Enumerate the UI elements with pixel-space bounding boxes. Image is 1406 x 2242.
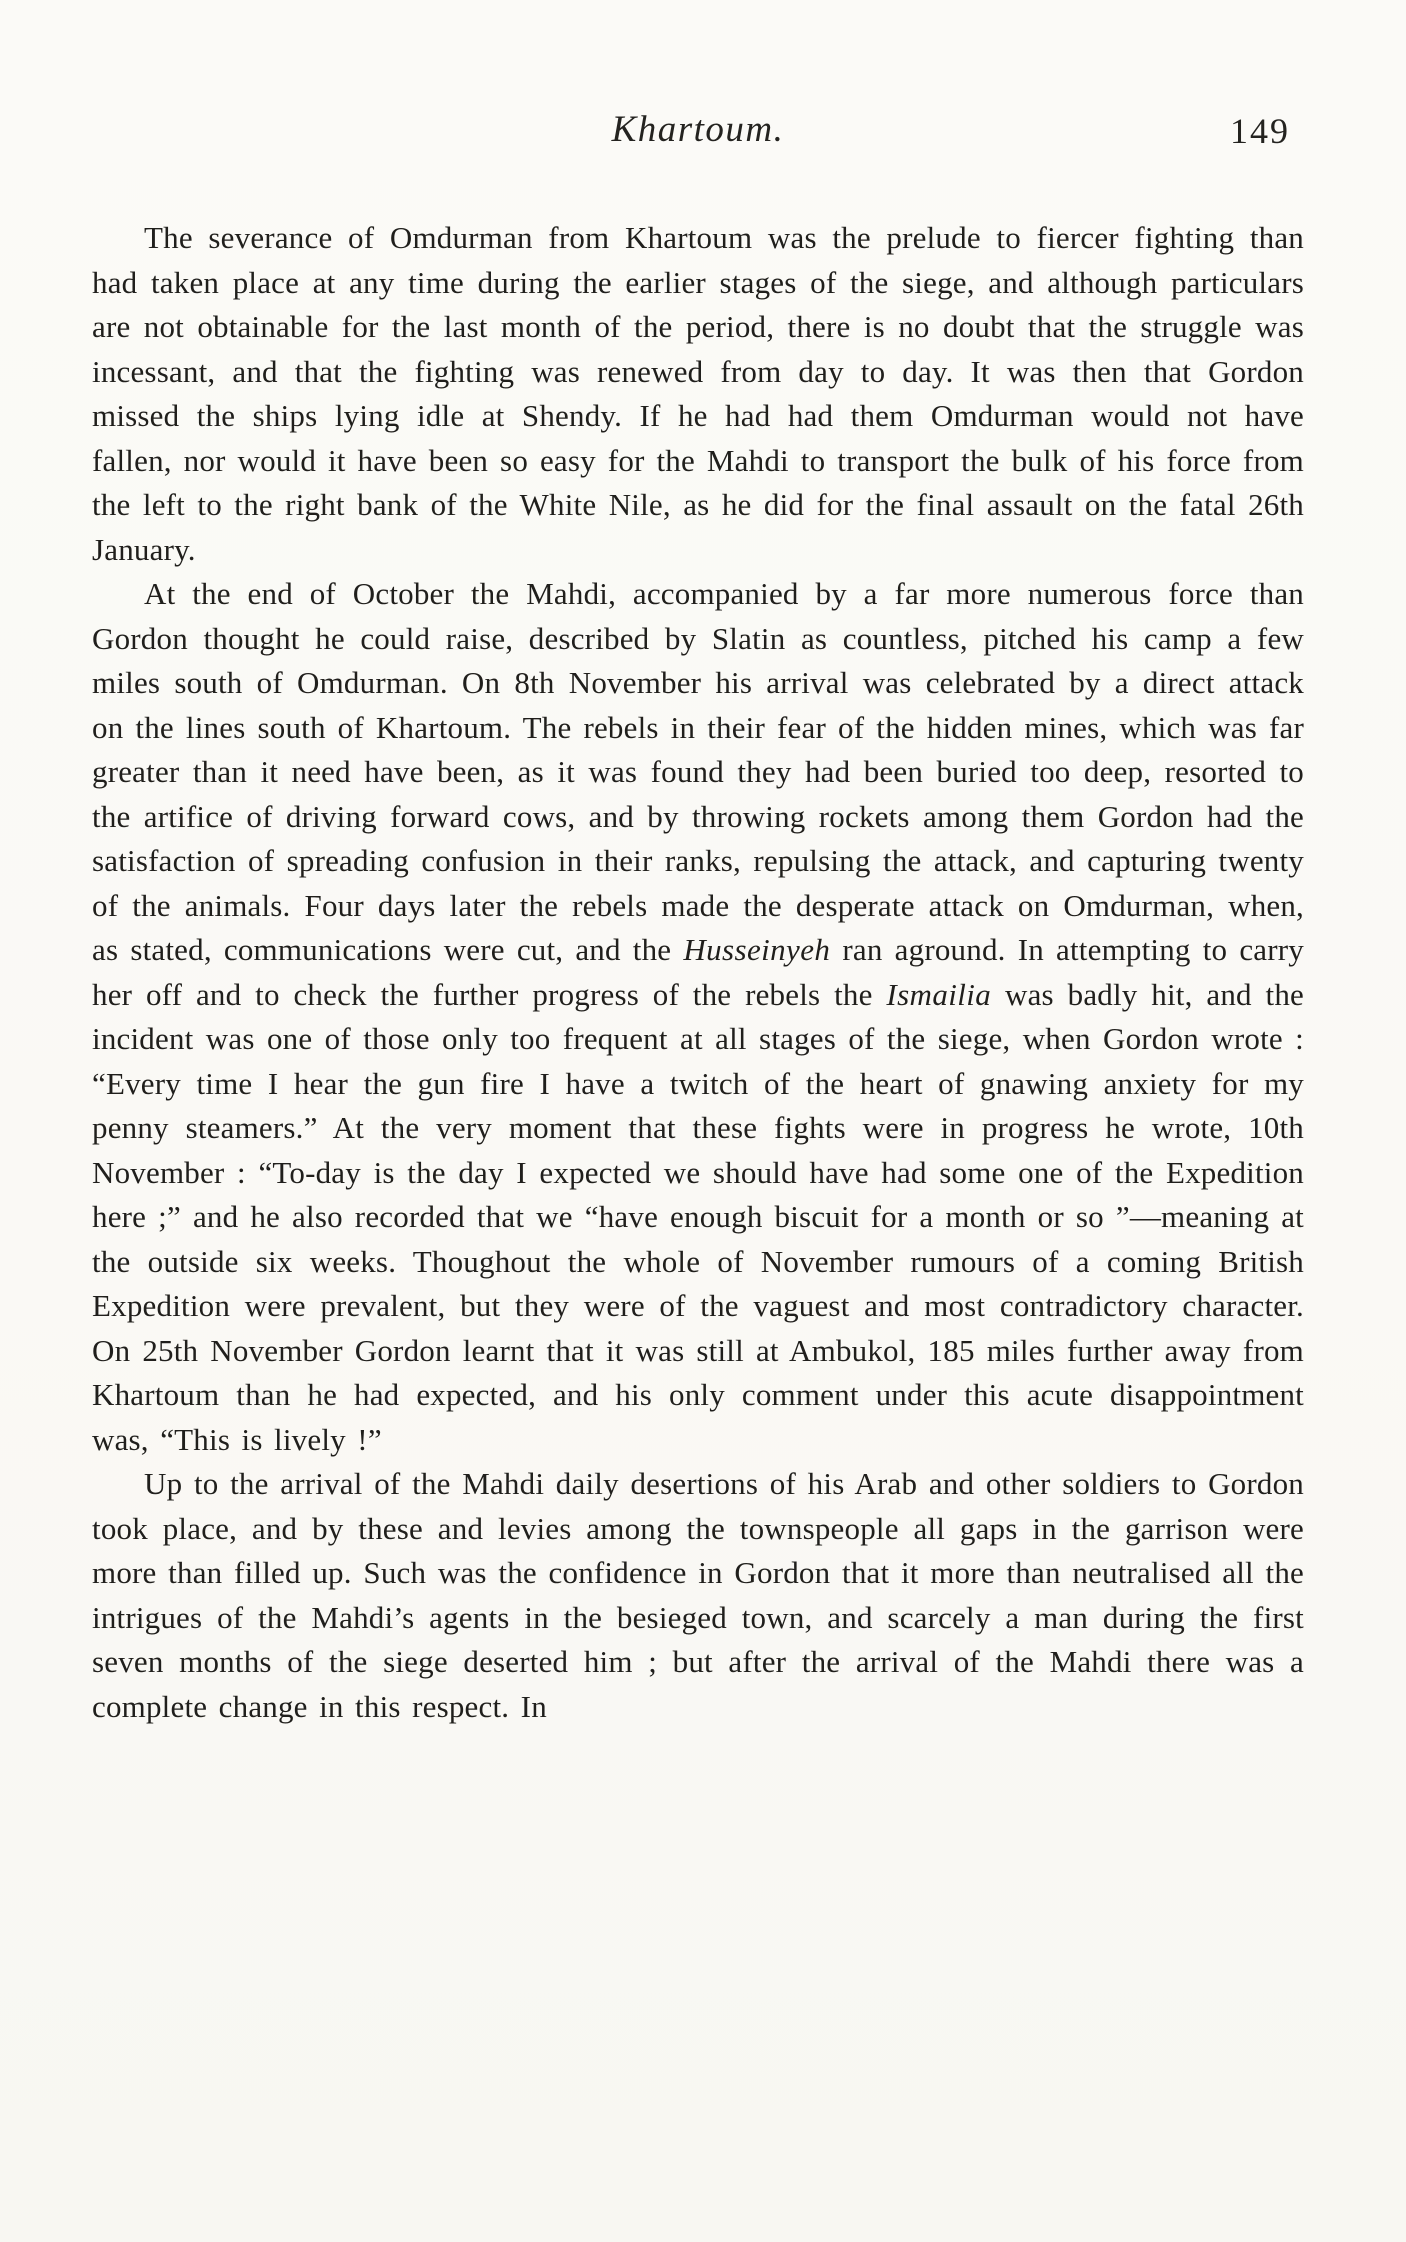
italic-text-run: Ismailia	[886, 976, 992, 1012]
page-content	[92, 108, 1304, 1729]
body-text	[92, 216, 1304, 1729]
running-title: Khartoum.	[611, 109, 785, 150]
text-run: Up to the arrival of the Mahdi daily desertions of his Arab and other soldiers to Gordon took place, and by these and levies among the townspeople all gaps in the garrison were more than filled up. Such was the confidence in Gordon that it more than neutralised all the intrigues of the Mahdi’s agents in the besieged town, and scarcely a man during the first seven months of the siege deserted him ; but after the arrival of the Mahdi there was a complete change in this respect. In	[92, 1466, 1304, 1724]
page-header	[92, 108, 1304, 164]
italic-text-run: Husseinyeh	[683, 932, 831, 967]
page-number: 149	[1230, 111, 1290, 151]
paragraph	[92, 572, 1304, 1462]
text-run: At the end of October the Mahdi, accompanied by a far more numerous force than Gordon thought he could raise, described by Slatin as countless, pitched his camp a few miles south of Omdurman. On 8th November his arrival was celebrated by a direct attack on the lines south of Khartoum. The rebels in their fear of the hidden mines, which was far greater than it need have been, as it was found they had been buried too deep, resorted to the artifice of driving forward cows, and by throwing rockets among them Gordon had the satisfaction of spreading confusion in their ranks, repulsing the attack, and capturing twenty of the animals. Four days later the rebels made the desperate attack on Omdurman, when, as stated, communications were cut, and the	[92, 576, 1304, 967]
text-run: The severance of Omdurman from Khartoum was the prelude to fiercer fighting than had taken place at any time during the earlier stages of the siege, and although particulars are not obtainable for the last month of the period, there is no doubt that the struggle was incessant, and that the fighting was renewed from day to day. It was then that Gordon missed the ships lying idle at Shendy. If he had had them Omdurman would not have fallen, nor would it have been so easy for the Mahdi to transport the bulk of his force from the left to the right bank of the White Nile, as he did for the final assault on the fatal 26th January.	[92, 220, 1304, 567]
paragraph	[92, 1462, 1304, 1729]
text-run: ran aground. In attempting to carry her off and to check the further progress of the rebels the	[92, 932, 1304, 1012]
text-run: was badly hit, and the incident was one of those only too frequent at all stages of the siege, when Gordon wrote : “Every time I hear the gun fire I have a twitch of the heart of gnawing anxiety for my penny steamers.” At the very moment that these fights were in progress he wrote, 10th November : “To-day is the day I expected we should have had some one of the Expedition here ;” and he also recorded that we “have enough biscuit for a month or so ”—meaning at the outside six weeks. Thoughout the whole of November rumours of a coming British Expedition were prevalent, but they were of the vaguest and most contradictory character. On 25th November Gordon learnt that it was still at Ambukol, 185 miles further away from Khartoum than he had expected, and his only comment under this acute disappointment was, “This is lively !”	[92, 976, 1304, 1457]
paragraph	[92, 216, 1304, 572]
